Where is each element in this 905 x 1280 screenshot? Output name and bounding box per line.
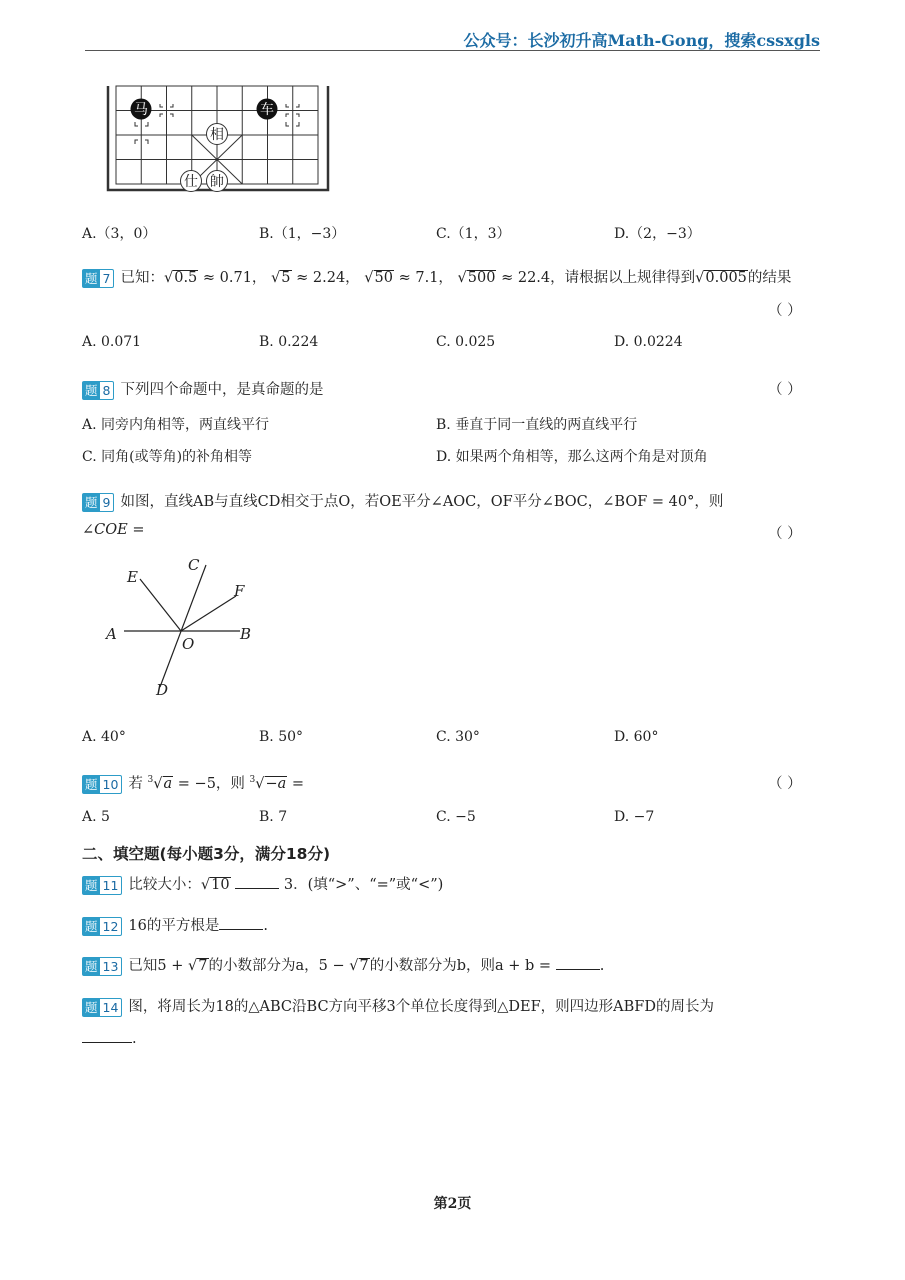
q8-option-a[interactable]: A. 同旁内角相等，两直线平行: [82, 417, 270, 433]
question-9-line2: ∠COE =: [82, 522, 145, 538]
label-a: A: [106, 625, 117, 643]
label-o: O: [182, 635, 195, 653]
q9-option-a[interactable]: A. 40°: [82, 729, 126, 745]
question-8: 题 8 下列四个命题中，是真命题的是: [82, 378, 323, 400]
q7-answer-paren[interactable]: （ ）: [768, 303, 802, 319]
question-14: 题 14 图，将周长为18的△ABC沿BC方向平移3个单位长度得到△DEF，则四边形ABFD的周长为: [82, 995, 714, 1017]
section-2-title: 二、填空题(每小题3分，满分18分): [82, 845, 331, 863]
question-tag: 题 10: [82, 775, 122, 794]
q8-answer-paren[interactable]: （ ）: [768, 382, 802, 398]
q6-option-c[interactable]: C.（1，3）: [436, 226, 511, 242]
q10-option-c[interactable]: C. −5: [436, 809, 476, 825]
label-f: F: [234, 582, 245, 600]
q7-option-b[interactable]: B. 0.224: [259, 334, 319, 350]
answer-blank[interactable]: [556, 955, 600, 970]
question-tag: 题 9: [82, 493, 114, 512]
question-13: 题 13 已知5 + √7的小数部分为a，5 − √7的小数部分为b，则a + b = .: [82, 954, 604, 976]
page-header: 公众号：长沙初升高Math-Gong，搜索cssxgls: [463, 31, 820, 50]
q9-option-c[interactable]: C. 30°: [436, 729, 480, 745]
question-11: 题 11 比较大小：√10 3．(填“>”、“=”或“<”): [82, 873, 443, 895]
header-rule: [85, 50, 820, 51]
piece-chariot: 车: [260, 102, 274, 118]
q6-option-a[interactable]: A.（3，0）: [82, 226, 157, 242]
label-b: B: [240, 625, 252, 643]
q7-option-a[interactable]: A. 0.071: [82, 334, 142, 350]
question-tag: 题 8: [82, 381, 114, 400]
q9-option-d[interactable]: D. 60°: [614, 729, 659, 745]
piece-elephant: 相: [210, 127, 224, 143]
answer-blank[interactable]: [219, 915, 263, 930]
answer-blank[interactable]: [82, 1028, 132, 1043]
q8-option-d[interactable]: D. 如果两个角相等，那么这两个角是对顶角: [436, 449, 708, 465]
label-d: D: [156, 681, 169, 699]
question-12: 题 12 16的平方根是 .: [82, 914, 268, 936]
piece-horse: 马: [134, 102, 148, 118]
piece-general: 帥: [210, 174, 224, 190]
question-tag: 题 11: [82, 876, 122, 895]
label-e: E: [127, 568, 138, 586]
q9-answer-paren[interactable]: （ ）: [768, 526, 802, 542]
question-tag: 题 14: [82, 998, 122, 1017]
q9-option-b[interactable]: B. 50°: [259, 729, 304, 745]
q6-option-b[interactable]: B.（1，−3）: [259, 226, 346, 242]
q8-option-c[interactable]: C. 同角(或等角)的补角相等: [82, 449, 253, 465]
label-c: C: [188, 556, 200, 574]
q10-option-b[interactable]: B. 7: [259, 809, 288, 825]
question-9: 题 9 如图，直线AB与直线CD相交于点O，若OE平分∠AOC，OF平分∠BOC，∠BOF = 40°，则: [82, 490, 723, 512]
question-tag: 题 7: [82, 269, 114, 288]
q6-option-d[interactable]: D.（2，−3）: [614, 226, 701, 242]
question-7: 题 7 已知：√0.5 ≈ 0.71， √5 ≈ 2.24， √50 ≈ 7.1， √500 ≈ 22.4，请根据以上规律得到√0.005的结果: [82, 266, 791, 288]
q10-option-d[interactable]: D. −7: [614, 809, 655, 825]
angle-figure: [100, 552, 270, 702]
q10-answer-paren[interactable]: （ ）: [768, 776, 802, 792]
q7-option-c[interactable]: C. 0.025: [436, 334, 496, 350]
answer-blank[interactable]: [235, 874, 279, 889]
page-number: 第2页: [433, 1196, 472, 1212]
question-tag: 题 12: [82, 917, 122, 936]
question-14-line2: .: [82, 1028, 137, 1047]
question-tag: 题 13: [82, 957, 122, 976]
q10-option-a[interactable]: A. 5: [82, 809, 110, 825]
question-10: 题 10 若 $^3$√a = −5，则 $^3$√−a =: [82, 772, 304, 794]
chess-board-figure: [104, 82, 334, 194]
piece-advisor: 仕: [184, 174, 198, 190]
q7-option-d[interactable]: D. 0.0224: [614, 334, 683, 350]
q8-option-b[interactable]: B. 垂直于同一直线的两直线平行: [436, 417, 638, 433]
